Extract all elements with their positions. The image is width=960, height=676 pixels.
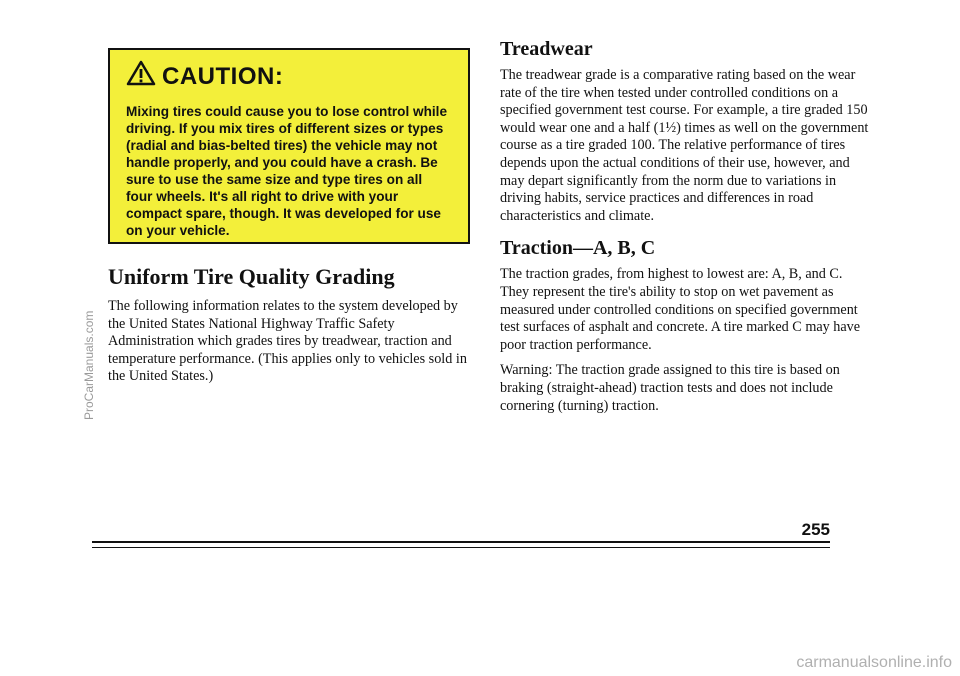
page-number: 255: [801, 520, 830, 539]
footer-rule-top: [92, 541, 830, 543]
bottom-watermark[interactable]: carmanualsonline.info: [796, 654, 952, 671]
caution-heading-text: CAUTION:: [162, 62, 284, 90]
footer-rules: [92, 541, 830, 552]
caution-text: Mixing tires could cause you to lose control while driving. If you mix tires of different sizes or types (radial and bias-belted tires) the vehicle may not handle properly, and you could have a crash. Be sure to use the same size and type tires on all four wheels. It's all right to drive with your compact spare, though. It was developed for use on your vehicle.: [126, 104, 448, 238]
warning-text: Warning: The traction grade assigned to this tire is based on braking (straight-ahead) traction tests and does not include cornering (turning) traction.: [500, 362, 840, 414]
traction-text: The traction grades, from highest to lowest are: A, B, and C. They represent the tire's ability to stop on wet pavement as measured under controlled conditions on specified government test surfaces of asphalt and concrete. A tire marked C may have poor traction performance.: [500, 266, 861, 353]
treadwear-heading: Treadwear: [500, 38, 593, 60]
treadwear-text: The treadwear grade is a comparative rating based on the wear rate of the tire when tested under controlled conditions on a specified government test course. For example, a tire graded 150 would wear one and a half (1½) times as well on the government course as a tire graded 100. The relative performance of tires depends upon the actual conditions of their use, however, and may depart significantly from the norm due to variations in driving habits, service practices and differences in road characteristics and climate.: [500, 67, 869, 224]
side-watermark: ProCarManuals.com: [82, 310, 96, 420]
left-column: [108, 264, 478, 394]
caution-box: [108, 48, 470, 244]
caution-heading: [126, 60, 452, 93]
right-column: [500, 38, 870, 423]
uniform-grading-heading: Uniform Tire Quality Grading: [108, 264, 395, 289]
traction-heading: Traction—A, B, C: [500, 237, 656, 260]
warning-triangle-icon: [126, 60, 156, 93]
uniform-grading-text: The following information relates to the system developed by the United States National Highway Traffic Safety Administration which grades tires by treadwear, traction and temperature performance. (This applies only to vehicles sold in the United States.): [108, 298, 467, 385]
footer-rule-bottom: [92, 547, 830, 548]
